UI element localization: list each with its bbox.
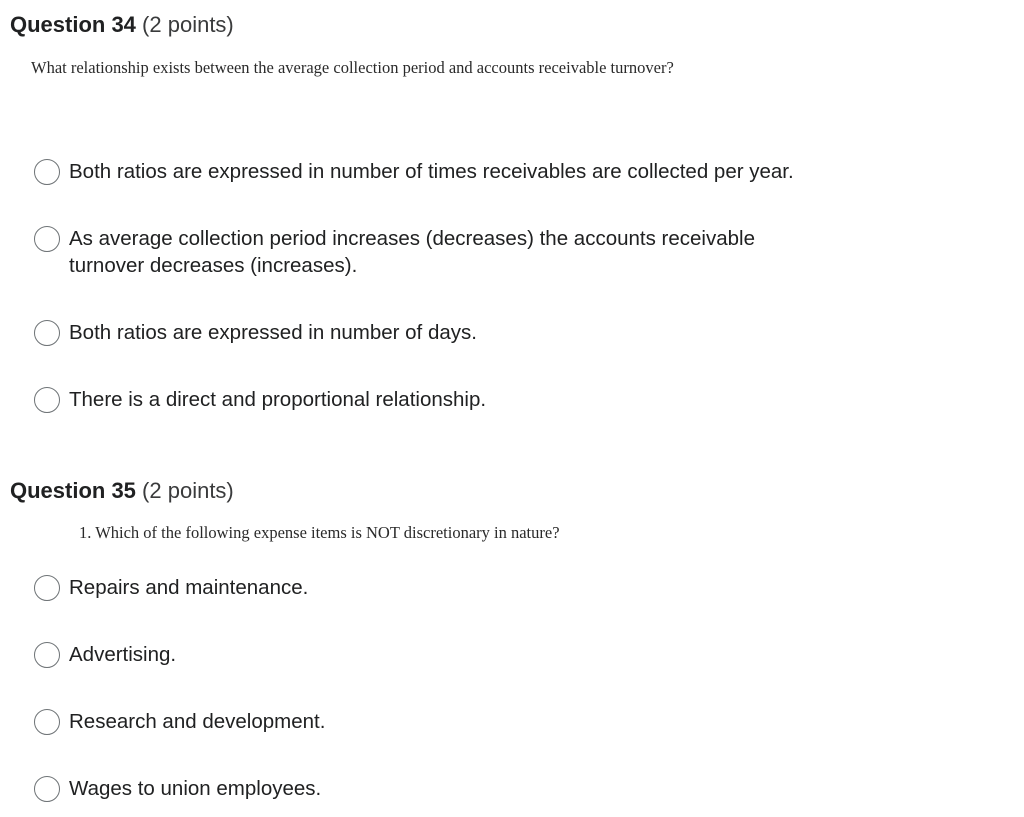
- option-label: As average collection period increases (decreases) the accounts receivable turnover decreases (increases).: [69, 227, 755, 277]
- radio-button[interactable]: [34, 575, 60, 601]
- answer-option[interactable]: [34, 388, 486, 413]
- question-prompt: 1. Which of the following expense items is NOT discretionary in nature?: [79, 523, 560, 542]
- option-label: Advertising.: [69, 643, 177, 666]
- answer-option[interactable]: [34, 643, 176, 668]
- option-label: There is a direct and proportional relationship.: [69, 388, 487, 411]
- answer-option[interactable]: [34, 321, 477, 346]
- option-label: Research and development.: [69, 710, 326, 733]
- option-label: Both ratios are expressed in number of times receivables are collected per year.: [69, 160, 794, 183]
- option-label: Repairs and maintenance.: [69, 576, 309, 599]
- question-header: [10, 478, 234, 504]
- question-points: (2 points): [142, 478, 234, 503]
- answer-option[interactable]: [34, 160, 794, 185]
- question-title: Question 34: [10, 12, 136, 37]
- radio-button[interactable]: [34, 709, 60, 735]
- radio-button[interactable]: [34, 159, 60, 185]
- option-label: Wages to union employees.: [69, 777, 322, 800]
- answer-option[interactable]: [34, 710, 325, 735]
- radio-button[interactable]: [34, 387, 60, 413]
- radio-button[interactable]: [34, 226, 60, 252]
- answer-option[interactable]: [34, 576, 308, 601]
- question-points: (2 points): [142, 12, 234, 37]
- radio-button[interactable]: [34, 320, 60, 346]
- question-title: Question 35: [10, 478, 136, 503]
- question-prompt: What relationship exists between the average collection period and accounts receivable turnover?: [31, 58, 674, 77]
- radio-button[interactable]: [34, 642, 60, 668]
- answer-option[interactable]: [34, 777, 321, 802]
- answer-option[interactable]: [34, 227, 809, 279]
- option-label: Both ratios are expressed in number of days.: [69, 321, 477, 344]
- radio-button[interactable]: [34, 776, 60, 802]
- question-header: [10, 12, 234, 38]
